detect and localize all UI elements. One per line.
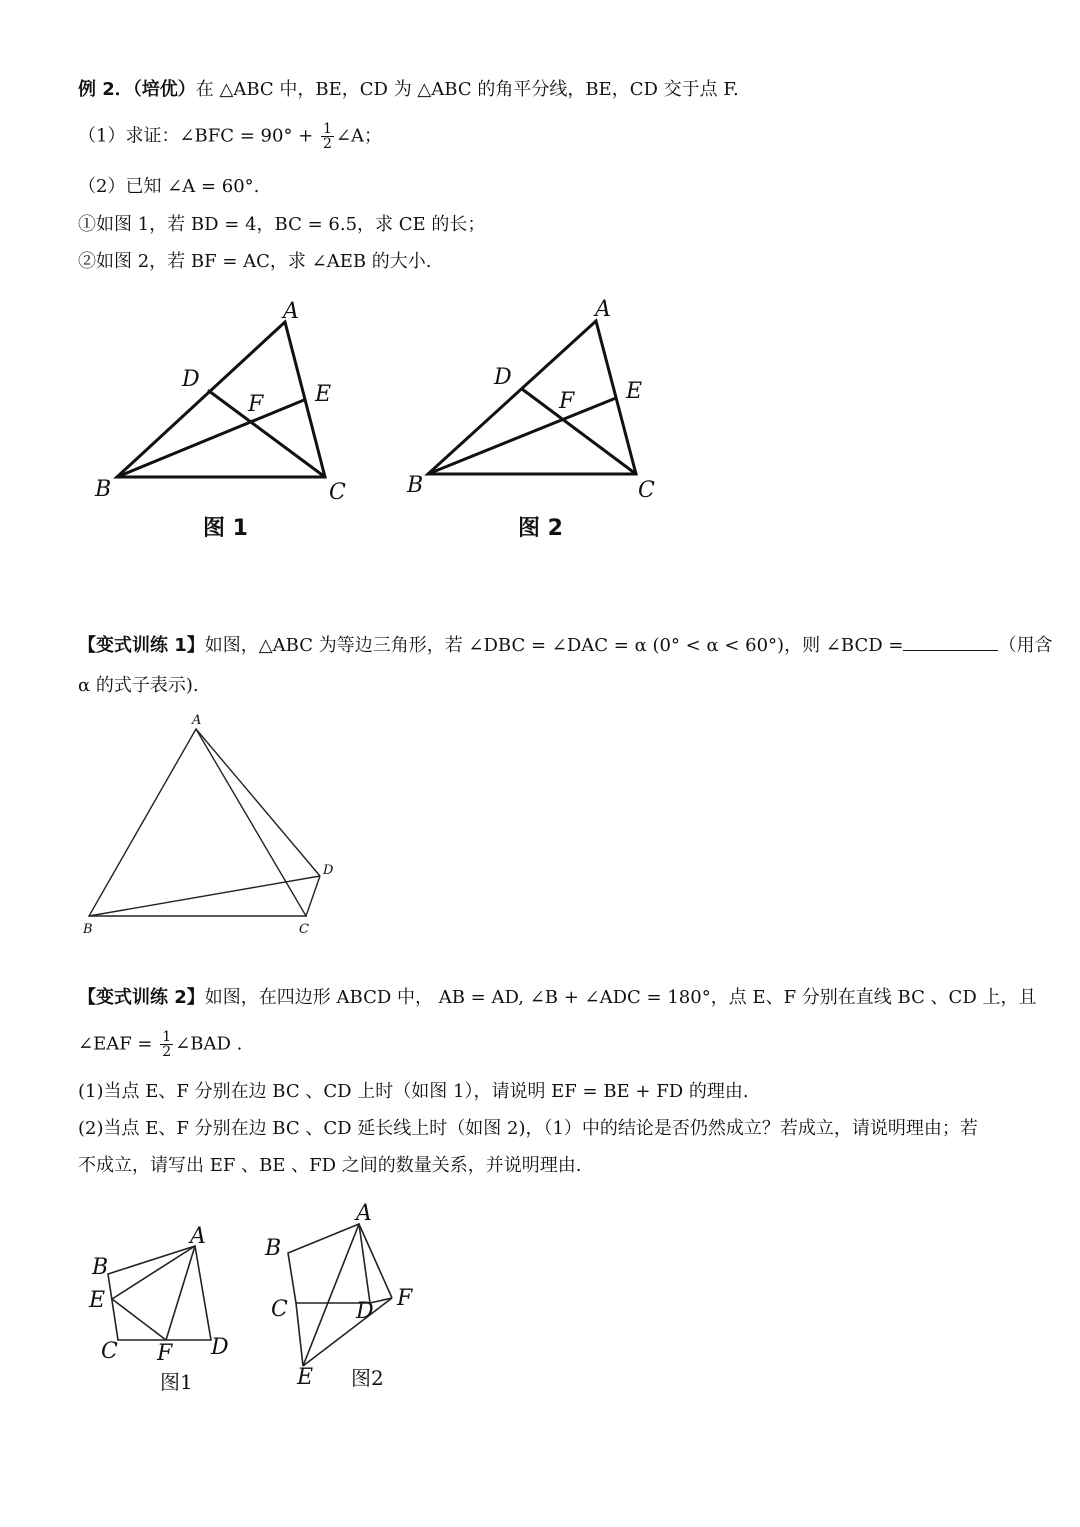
- example2-q2-2: ②如图 2，若 BF = AC，求 ∠AEB 的大小.: [78, 251, 432, 272]
- point-label-d: D: [494, 365, 512, 390]
- example2-q2: （2）已知 ∠A = 60°.: [78, 176, 260, 197]
- variant1-text-b: （用含: [998, 635, 1053, 656]
- quadrilateral-abcd: [108, 1246, 211, 1340]
- segment-be: [117, 400, 304, 477]
- point-label-a: A: [595, 297, 611, 322]
- point-label-a: A: [190, 1224, 206, 1249]
- variant2-q2-a: (2)当点 E、F 分别在边 BC 、CD 延长线上时（如图 2)，（1）中的结论是否仍然成立？若成立，请说明理由；若: [78, 1118, 978, 1139]
- point-label-f: F: [559, 389, 575, 414]
- point-label-e: E: [315, 382, 332, 407]
- fraction-numerator: 1: [162, 1029, 172, 1045]
- fraction-denominator: 2: [322, 136, 332, 152]
- segment-ce: [296, 1303, 303, 1366]
- fraction-numerator: 1: [322, 121, 332, 137]
- point-label-f: F: [157, 1341, 173, 1366]
- segment-ef: [112, 1299, 166, 1340]
- variant1-title: 【变式训练 1】: [78, 635, 205, 656]
- point-label-c: C: [329, 480, 346, 505]
- point-label-a: A: [283, 299, 299, 324]
- point-label-b: B: [92, 1255, 109, 1280]
- point-label-d: D: [323, 863, 334, 878]
- example2-title: 例 2．（培优）: [78, 79, 196, 100]
- point-label-b: B: [95, 477, 112, 502]
- point-label-e: E: [89, 1288, 106, 1313]
- point-label-a: A: [192, 713, 202, 728]
- variant1-text-a: 如图，△ABC 为等边三角形，若 ∠DBC = ∠DAC = α (0° < α < 60°)，则 ∠BCD =: [204, 635, 904, 656]
- example2-q1-prefix: （1）求证：∠BFC = 90° +: [78, 125, 319, 147]
- figure-caption: 图 2: [518, 516, 563, 541]
- example2-stem: 在 △ABC 中，BE，CD 为 △ABC 的角平分线，BE，CD 交于点 F.: [195, 79, 739, 100]
- point-label-c: C: [101, 1339, 118, 1364]
- fraction-denominator: 2: [162, 1044, 172, 1060]
- segment-cd: [306, 876, 320, 916]
- segment-ae: [112, 1246, 195, 1299]
- figure-caption: 图1: [160, 1370, 193, 1394]
- segment-bd: [89, 876, 320, 916]
- variant2-text-a: 如图，在四边形 ABCD 中， AB = AD, ∠B + ∠ADC = 180°，点 E、F 分别在直线 BC 、CD 上，且: [204, 987, 1037, 1008]
- variant2-q1: (1)当点 E、F 分别在边 BC 、CD 上时（如图 1），请说明 EF = BE + FD 的理由.: [78, 1081, 749, 1102]
- variant1-text-c: α 的式子表示).: [78, 675, 199, 696]
- example2-figure-1: [117, 322, 325, 477]
- variant2-text-b-prefix: ∠EAF =: [78, 1033, 159, 1055]
- segment-be: [428, 398, 616, 474]
- variant1-figure: [89, 729, 320, 916]
- point-label-d: D: [356, 1299, 374, 1324]
- figure-caption: 图2: [351, 1366, 384, 1390]
- point-label-b: B: [265, 1236, 282, 1261]
- triangle-abc: [89, 729, 306, 916]
- point-label-c: C: [299, 922, 309, 937]
- point-label-c: C: [271, 1297, 288, 1322]
- figure-caption: 图 1: [203, 516, 248, 541]
- point-label-e: E: [626, 379, 643, 404]
- point-label-f: F: [397, 1286, 413, 1311]
- example2-figure-2: [428, 321, 636, 474]
- point-label-b: B: [83, 922, 93, 937]
- segment-ad: [196, 729, 320, 876]
- quadrilateral-abcd: [288, 1224, 370, 1303]
- segment-af: [166, 1246, 195, 1340]
- variant2-q2-b: 不成立，请写出 EF 、BE 、FD 之间的数量关系，并说明理由.: [78, 1155, 582, 1176]
- variant2-figure-1: [108, 1246, 211, 1340]
- point-label-e: E: [297, 1365, 314, 1390]
- point-label-d: D: [182, 367, 200, 392]
- point-label-f: F: [248, 392, 264, 417]
- point-label-d: D: [211, 1335, 229, 1360]
- example2-q1-suffix: ∠A；: [335, 125, 382, 147]
- point-label-a: A: [356, 1201, 372, 1226]
- segment-cd: [522, 389, 636, 474]
- variant2-title: 【变式训练 2】: [78, 987, 205, 1008]
- variant2-figure-2: [288, 1224, 392, 1366]
- variant2-text-b-suffix: ∠BAD .: [175, 1033, 243, 1055]
- example2-q2-1: ①如图 1，若 BD = 4，BC = 6.5，求 CE 的长；: [78, 214, 486, 235]
- point-label-b: B: [407, 473, 424, 498]
- point-label-c: C: [638, 478, 655, 503]
